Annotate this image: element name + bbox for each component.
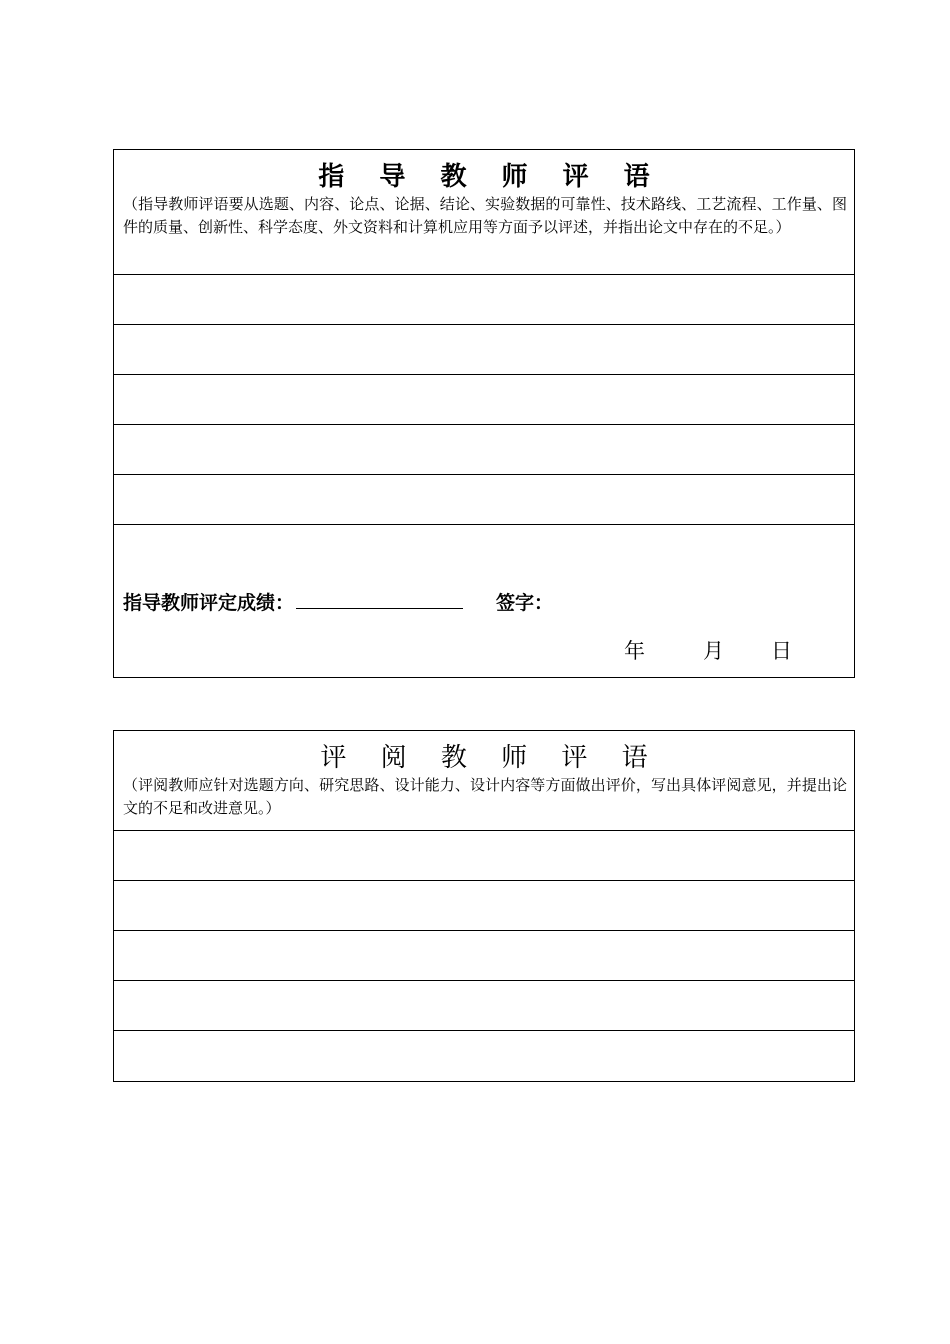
grade-label: 指导教师评定成绩： (123, 592, 295, 614)
grade-row (123, 588, 553, 616)
reviewer-comment-line[interactable] (114, 931, 854, 981)
advisor-form-header (114, 150, 854, 275)
grade-blank-field[interactable] (296, 588, 463, 609)
advisor-comment-line[interactable] (114, 475, 854, 525)
reviewer-form-title: 评 阅 教 师 评 语 (320, 743, 661, 773)
reviewer-comment-form (113, 730, 855, 1082)
reviewer-comment-line[interactable] (114, 831, 854, 881)
advisor-form-instructions: （指导教师评语要从选题、内容、论点、论据、结论、实验数据的可靠性、技术路线、工艺流程、工作量、图件的质量、创新性、科学态度、外文资料和计算机应用等方面予以评述，并指出论文中存在的不足。） (123, 195, 847, 236)
advisor-grade-area (114, 525, 854, 677)
advisor-comment-form (113, 149, 855, 678)
reviewer-comment-line[interactable] (114, 881, 854, 931)
advisor-comment-line[interactable] (114, 275, 854, 325)
advisor-comment-line[interactable] (114, 375, 854, 425)
reviewer-form-instructions: （评阅教师应针对选题方向、研究思路、设计能力、设计内容等方面做出评价，写出具体评阅意见，并提出论文的不足和改进意见。） (123, 776, 847, 817)
signature-label: 签字： (496, 592, 554, 614)
date-month-label: 月 (703, 639, 724, 663)
date-year-label: 年 (624, 639, 645, 663)
advisor-comment-line[interactable] (114, 325, 854, 375)
reviewer-comment-line[interactable] (114, 1031, 854, 1081)
advisor-comment-line[interactable] (114, 425, 854, 475)
reviewer-comment-line[interactable] (114, 981, 854, 1031)
advisor-form-title: 指 导 教 师 评 语 (318, 162, 663, 192)
reviewer-form-header (114, 731, 854, 831)
date-day-label: 日 (771, 639, 792, 663)
